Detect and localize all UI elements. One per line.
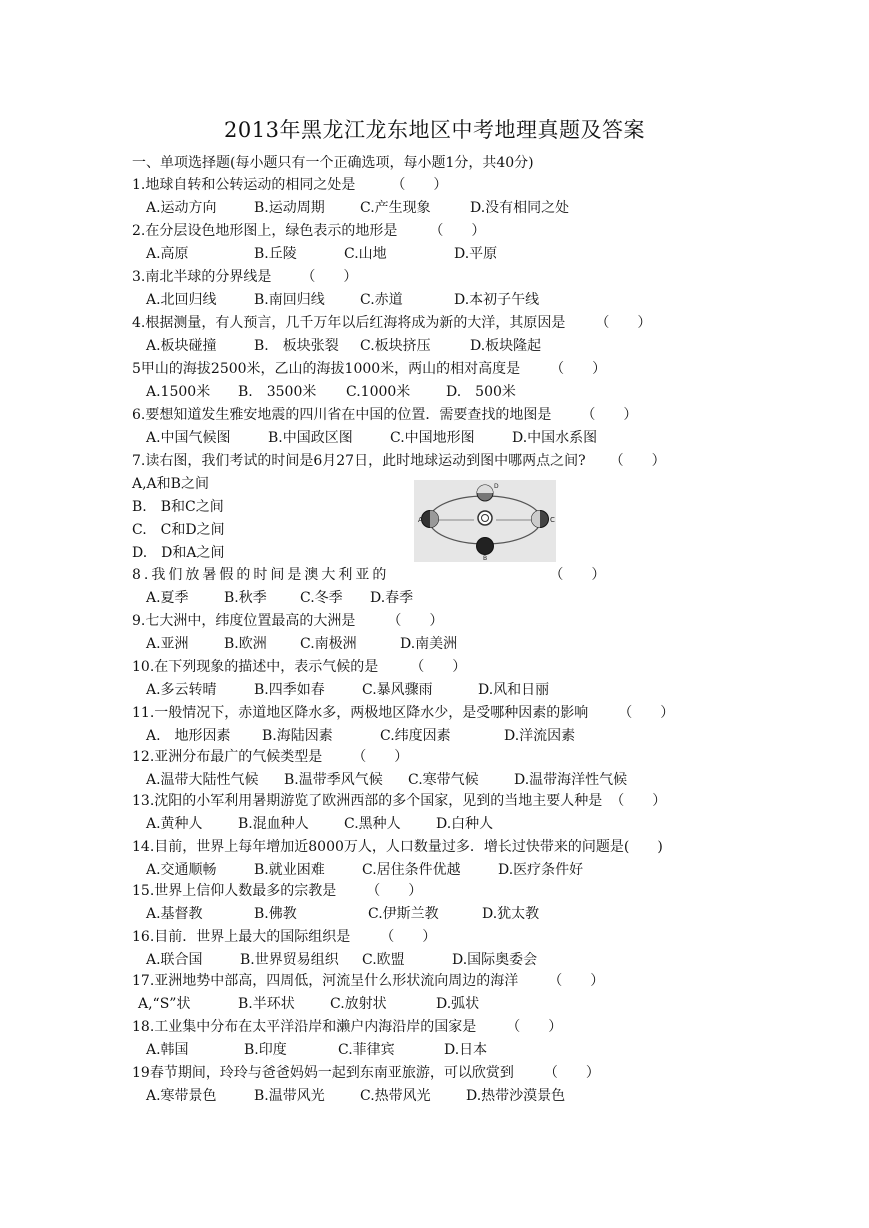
option-a: A,“S”状 [138,996,191,1012]
option-a: A.中国气候图 [146,430,231,446]
sun-icon [478,511,492,525]
earth-orbit-diagram [414,480,556,562]
answer-blank: （ ） [543,1065,600,1081]
option-a: A.联合国 [146,952,203,968]
option-d: D.热带沙漠景色 [466,1088,566,1104]
question-stem: 12.亚洲分布最广的气候类型是 [132,749,323,765]
option-d: D.平原 [454,246,498,262]
answer-blank: （ ） [352,749,409,765]
question-stem: 13.沈阳的小军利用暑期游览了欧洲西部的多个国家，见到的当地主要人种是 [132,793,603,809]
figure-label-d: D [494,483,499,490]
question-3 [132,266,832,312]
question-stem: 5甲山的海拔2500米，乙山的海拔1000米，两山的相对高度是 [132,361,521,377]
answer-blank: （ ） [550,361,607,377]
answer-blank: （ ） [429,223,486,239]
option-a: A.多云转晴 [146,682,217,698]
question-10 [132,656,832,702]
options-row [132,427,832,450]
option-d: D.日本 [444,1042,488,1058]
answer-blank: （ ） [410,659,467,675]
option-c: C.黑种人 [344,816,401,832]
question-16 [132,926,832,972]
option-d: D.风和日丽 [478,682,550,698]
option-d: D.春季 [370,590,414,606]
option-a: A. 地形因素 [146,728,231,744]
option-b: B.半环状 [238,996,295,1012]
option-c: C.热带风光 [360,1088,431,1104]
question-stem: 3.南北半球的分界线是 [132,269,272,285]
option-b: B.秋季 [224,590,267,606]
option-b: B.丘陵 [254,246,297,262]
question-17 [132,970,832,1016]
options-row [132,679,832,702]
options-row [132,769,832,792]
option-b: B.运动周期 [254,200,325,216]
earth-orbit-figure [414,480,556,562]
option-b: B. 板块张裂 [254,338,339,354]
option-a: A.亚洲 [146,636,189,652]
option-b: B.混血种人 [238,816,309,832]
option-b: B.中国政区图 [268,430,353,446]
option-a: A.黄种人 [146,816,203,832]
option-b: B.欧洲 [224,636,267,652]
answer-blank: （ ） [609,453,666,469]
option-c: C.居住条件优越 [362,862,461,878]
options-row [132,335,832,358]
answer-blank: （ ） [618,705,675,721]
options-row [132,587,832,610]
question-1 [132,174,832,220]
question-12 [132,746,832,792]
options-row [132,993,832,1016]
question-stem: 14.目前，世界上每年增加近8000万人，人口数量过多．增长过快带来的问题是 [132,839,624,855]
question-11 [132,702,832,748]
option-c: C.伊斯兰教 [368,906,439,922]
answer-blank: ( ) [623,839,663,855]
answer-blank: （ ） [595,315,652,331]
option-d: D.弧状 [436,996,480,1012]
option-a: A.北回归线 [146,292,217,308]
option-a: A.寒带景色 [146,1088,217,1104]
option-c: C. C和D之间 [132,522,225,538]
options-row [132,633,832,656]
question-stem: 8.我们放暑假的时间是澳大利亚的 [132,567,390,583]
option-d: D.没有相同之处 [470,200,570,216]
answer-blank: （ ） [380,929,437,945]
options-row [132,1039,832,1062]
options-row [132,381,832,404]
question-9 [132,610,832,656]
question-8 [132,564,832,610]
question-stem: 10.在下列现象的描述中，表示气候的是 [132,659,379,675]
figure-label-c: C [550,516,555,524]
question-4 [132,312,832,358]
question-stem: 9.七大洲中，纬度位置最高的大洲是 [132,613,356,629]
option-c: C.中国地形图 [390,430,475,446]
option-a: A,A和B之间 [132,476,209,492]
question-stem: 16.目前．世界上最大的国际组织是 [132,929,351,945]
question-15 [132,880,832,926]
option-d: D.医疗条件好 [498,862,584,878]
option-c: C.寒带气候 [408,772,479,788]
question-stem: 1.地球自转和公转运动的相同之处是 [132,177,356,193]
question-stem: 17.亚洲地势中部高，四周低，河流呈什么形状流向周边的海洋 [132,973,519,989]
options-row [132,1085,832,1108]
option-b: B.海陆因素 [262,728,333,744]
question-14 [132,836,832,882]
option-b: B. B和C之间 [132,499,224,515]
option-d: D.洋流因素 [504,728,576,744]
option-c: C.纬度因素 [380,728,451,744]
answer-blank: （ ） [506,1019,563,1035]
question-6 [132,404,832,450]
option-d: D.国际奥委会 [452,952,538,968]
option-b: B.四季如春 [254,682,325,698]
section-heading: 一、单项选择题(每小题只有一个正确选项，每小题1分，共40分) [132,155,534,171]
options-row [132,903,832,926]
page-title: 2013年黑龙江龙东地区中考地理真题及答案 [224,118,645,142]
options-row [132,197,832,220]
option-d: D.温带海洋性气候 [514,772,628,788]
option-a: A.交通顺畅 [146,862,217,878]
option-d: D.板块隆起 [470,338,542,354]
option-c: C.冬季 [300,590,343,606]
option-d: D.犹太教 [482,906,540,922]
option-a: A.基督教 [146,906,203,922]
option-c: C.欧盟 [362,952,405,968]
question-stem: 19春节期间，玲玲与爸爸妈妈一起到东南亚旅游，可以欣赏到 [132,1065,514,1081]
answer-blank: （ ） [387,613,444,629]
question-19 [132,1062,832,1108]
option-c: C.产生现象 [360,200,431,216]
option-a: A.1500米 [146,384,211,400]
option-a: A.板块碰撞 [146,338,217,354]
earth-bottom-icon [477,538,494,555]
option-d: D.南美洲 [400,636,458,652]
question-stem: 4.根据测量，有人预言，几千万年以后红海将成为新的大洋，其原因是 [132,315,566,331]
answer-blank: （ ） [301,269,358,285]
option-b: B.世界贸易组织 [240,952,339,968]
question-stem: 6.要想知道发生雅安地震的四川省在中国的位置．需要查找的地图是 [132,407,552,423]
option-c: C.南极洲 [300,636,357,652]
options-row [132,859,832,882]
option-b: B.温带季风气候 [284,772,383,788]
option-d: D. D和A之间 [132,545,225,561]
question-stem: 18.工业集中分布在太平洋沿岸和濑户内海沿岸的国家是 [132,1019,477,1035]
question-stem: 11.一般情况下，赤道地区降水多，两极地区降水少，是受哪种因素的影响 [132,705,589,721]
options-row [132,243,832,266]
option-a: A.温带大陆性气候 [146,772,259,788]
figure-label-b: B [483,555,488,562]
answer-blank: （ ） [610,793,667,809]
question-13 [132,790,832,836]
question-stem: 15.世界上信仰人数最多的宗教是 [132,883,337,899]
answer-blank: （ ） [549,567,606,583]
option-b: B.就业困难 [254,862,325,878]
option-d: D.本初子午线 [454,292,540,308]
option-c: C.板块挤压 [360,338,431,354]
answer-blank: （ ） [391,177,448,193]
options-row [132,725,832,748]
option-d: D.白种人 [436,816,494,832]
answer-blank: （ ） [366,883,423,899]
option-b: B.佛教 [254,906,297,922]
option-a: A.夏季 [146,590,189,606]
answer-blank: （ ） [548,973,605,989]
option-c: C.暴风骤雨 [362,682,433,698]
question-2 [132,220,832,266]
option-d: D.中国水系图 [512,430,598,446]
option-b: B.印度 [244,1042,287,1058]
option-b: B. 3500米 [238,384,317,400]
option-a: A.运动方向 [146,200,217,216]
figure-label-a: A [418,516,423,524]
options-row [132,289,832,312]
option-d: D. 500米 [446,384,516,400]
option-c: C.菲律宾 [338,1042,395,1058]
option-b: B.温带风光 [254,1088,325,1104]
option-b: B.南回归线 [254,292,325,308]
question-stem: 2.在分层设色地形图上，绿色表示的地形是 [132,223,398,239]
question-18 [132,1016,832,1062]
question-5 [132,358,832,404]
option-c: C.赤道 [360,292,403,308]
option-c: C.1000米 [346,384,411,400]
option-c: C.山地 [344,246,387,262]
question-stem: 7.读右图，我们考试的时间是6月27日，此时地球运动到图中哪两点之间? [132,453,586,469]
option-a: A.韩国 [146,1042,189,1058]
options-row [132,813,832,836]
options-row [132,949,832,972]
answer-blank: （ ） [581,407,638,423]
option-c: C.放射状 [330,996,387,1012]
option-a: A.高原 [146,246,189,262]
